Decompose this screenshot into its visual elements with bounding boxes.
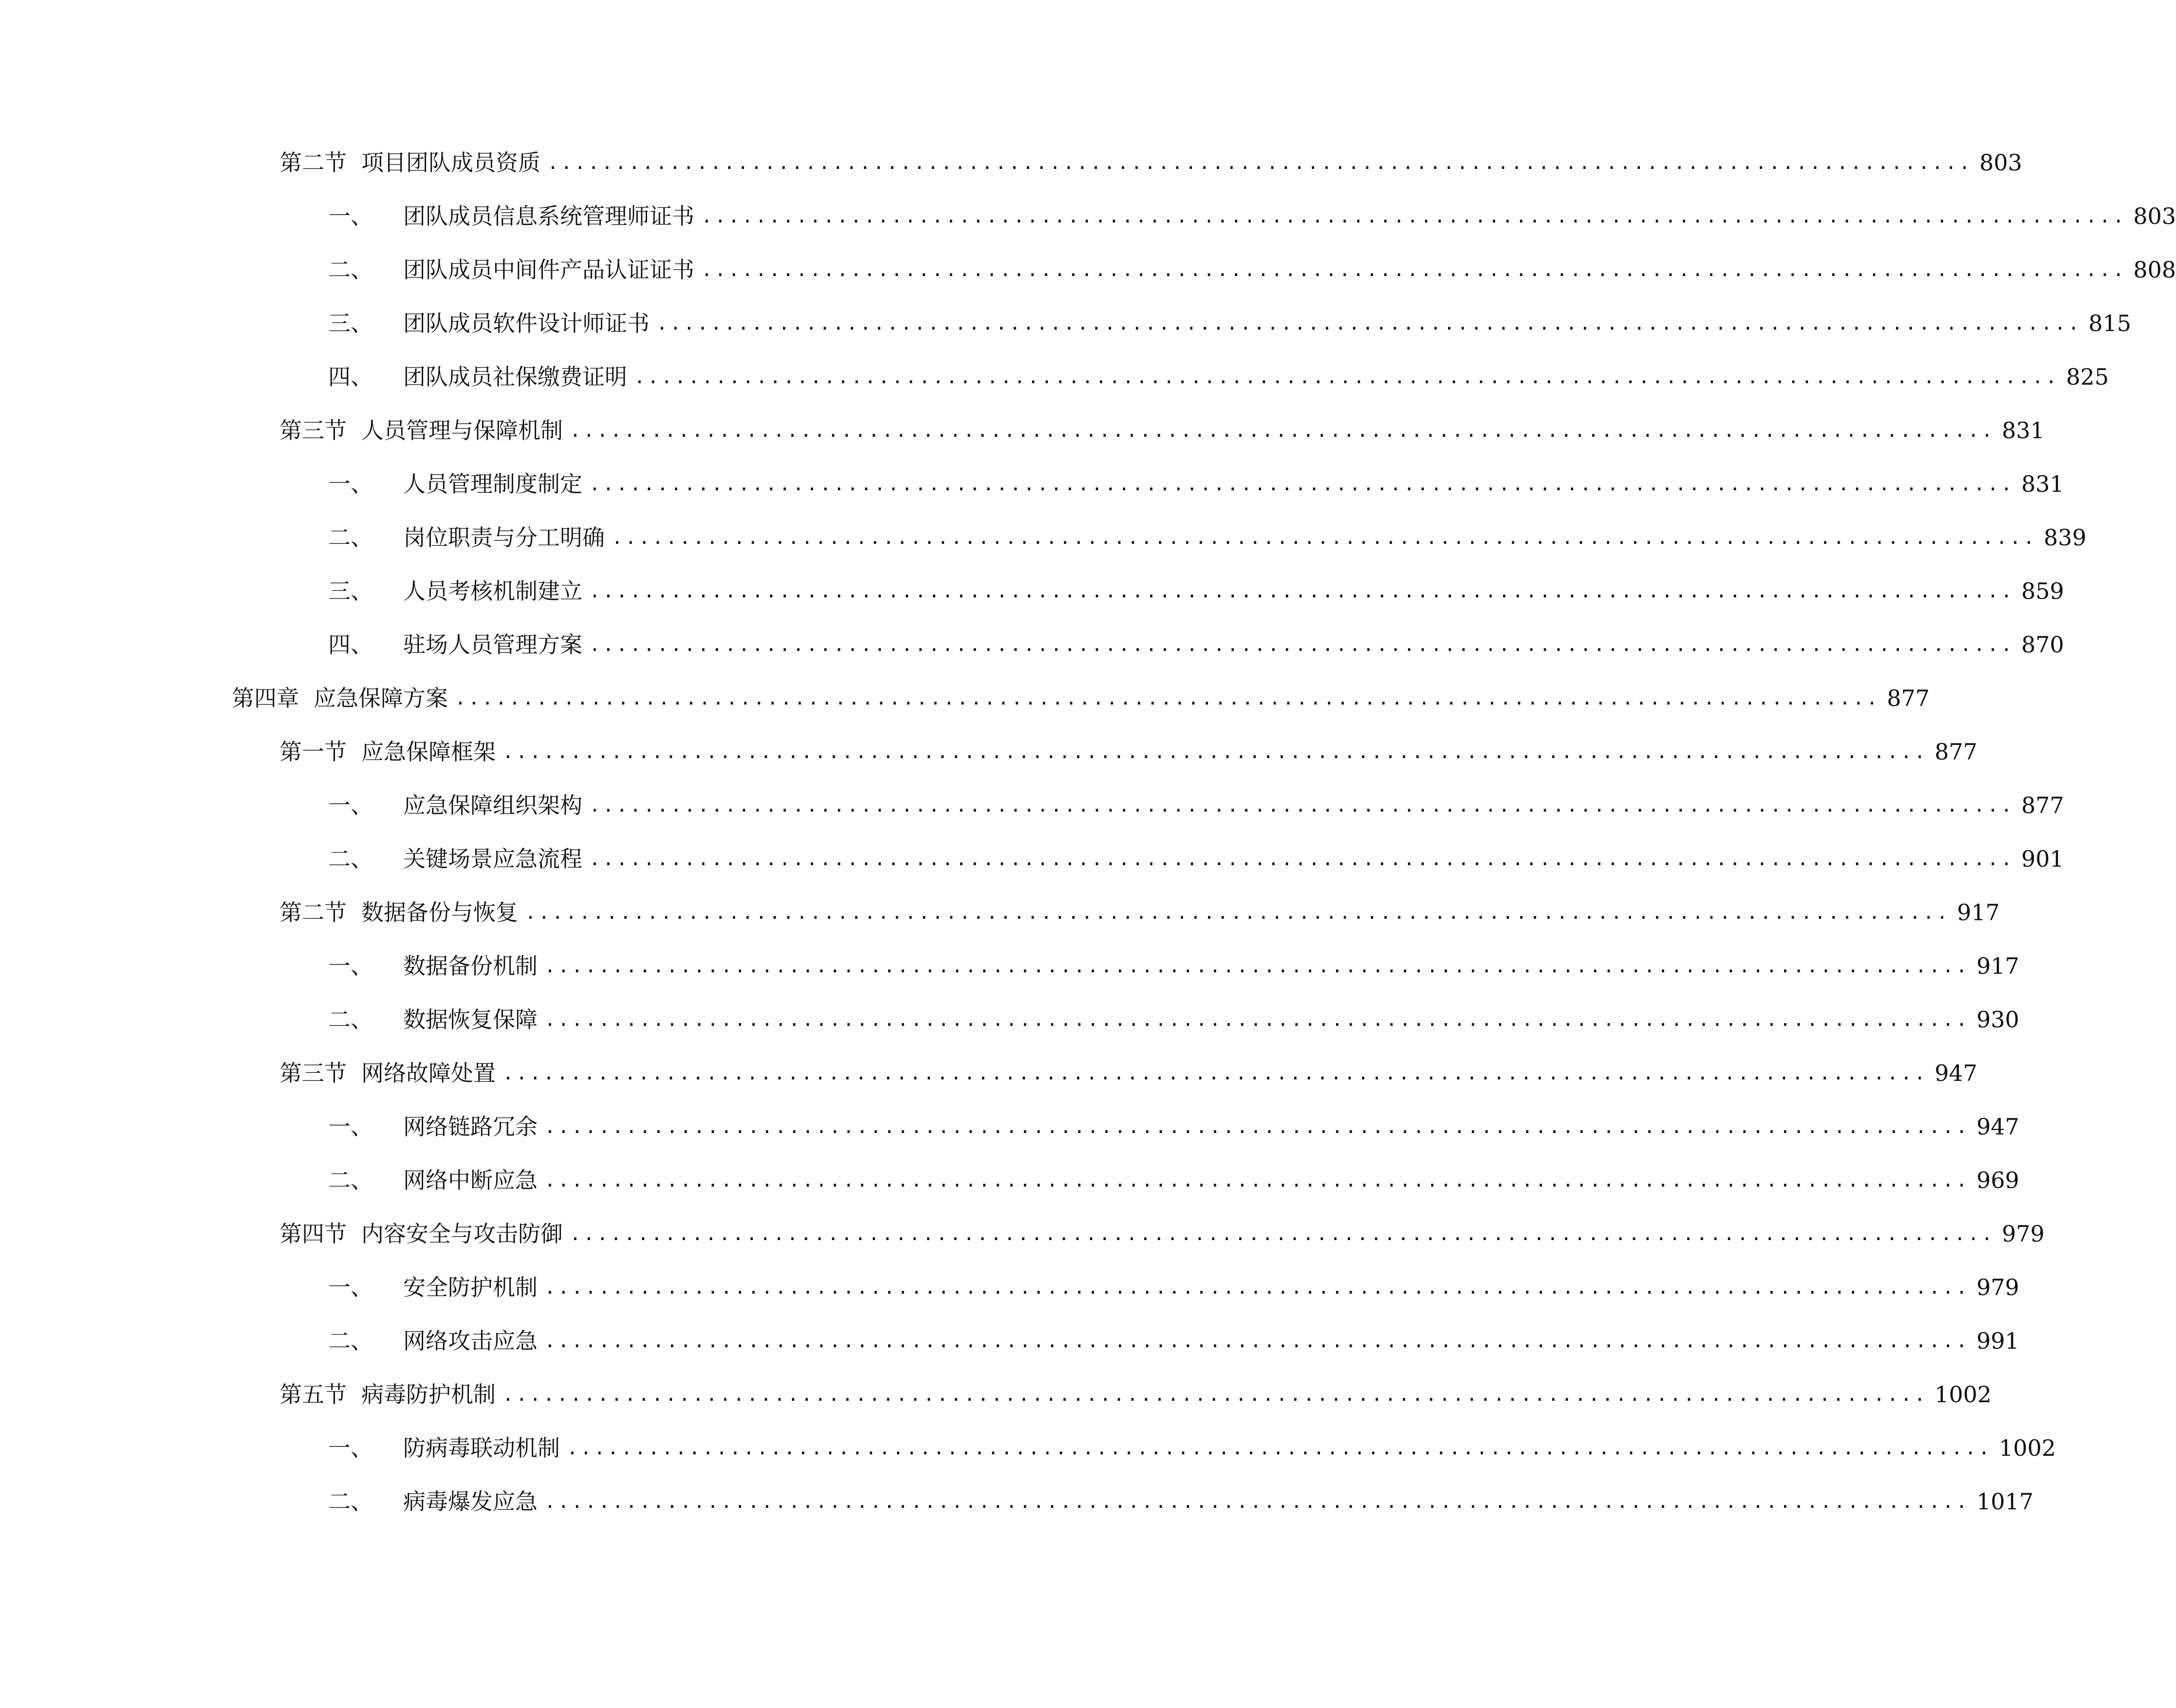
toc-entry[interactable] [279, 143, 2022, 182]
toc-entry-number: 第二节 [279, 149, 347, 176]
toc-entry-number: 二、 [328, 524, 373, 551]
toc-entry-page: 803 [2133, 203, 2176, 229]
toc-dot-leader: ......................................................................................................... [589, 848, 2015, 870]
toc-entry-title: 项目团队成员资质 [361, 149, 540, 176]
toc-dot-leader: ......................................................................................................... [502, 1062, 1928, 1084]
toc-entry-title: 安全防护机制 [403, 1274, 538, 1300]
toc-entry-title: 数据恢复保障 [403, 1006, 538, 1033]
toc-entry-number: 一、 [328, 1274, 373, 1300]
toc-entry[interactable] [279, 1375, 1992, 1414]
toc-dot-leader: ......................................................................................................... [544, 1277, 1970, 1298]
toc-entry-page: 808 [2133, 257, 2176, 283]
toc-dot-leader: ......................................................................................................... [547, 152, 1973, 173]
toc-entry-title: 团队成员信息系统管理师证书 [403, 203, 694, 229]
toc-entry-title: 应急保障方案 [314, 685, 448, 711]
toc-entry-page: 831 [2021, 471, 2064, 497]
toc-entry-page: 1002 [1934, 1381, 1992, 1408]
toc-entry-number: 一、 [328, 203, 373, 229]
toc-entry-title: 数据备份机制 [403, 953, 538, 979]
toc-dot-leader: ......................................................................................................... [525, 902, 1951, 923]
toc-entry[interactable] [279, 411, 2045, 450]
toc-dot-leader: ......................................................................................................... [634, 366, 2060, 388]
toc-entry-page: 917 [1957, 899, 2000, 926]
toc-entry[interactable] [328, 1429, 2056, 1467]
toc-entry-number: 一、 [328, 953, 373, 979]
toc-entry-chapter[interactable] [232, 679, 1930, 718]
toc-dot-leader: ......................................................................................................... [544, 1009, 1970, 1030]
toc-entry-number: 一、 [328, 1435, 373, 1461]
toc-entry[interactable] [328, 304, 2131, 343]
toc-entry-title: 网络中断应急 [403, 1167, 538, 1193]
toc-entry-page: 1002 [1999, 1435, 2056, 1461]
toc-dot-leader: ......................................................................................................... [502, 1384, 1928, 1405]
toc-entry-title: 内容安全与攻击防御 [361, 1221, 563, 1247]
toc-entry[interactable] [328, 357, 2109, 396]
toc-entry-title: 团队成员中间件产品认证证书 [403, 257, 694, 283]
toc-entry[interactable] [328, 1268, 2019, 1307]
toc-entry[interactable] [279, 1054, 1977, 1093]
toc-entry-title: 网络故障处置 [361, 1060, 496, 1086]
toc-entry-title: 应急保障组织架构 [403, 792, 582, 818]
toc-dot-leader: ......................................................................................................... [567, 1437, 1992, 1459]
toc-entry[interactable] [328, 250, 2176, 289]
toc-entry[interactable] [328, 839, 2064, 878]
toc-entry-page: 877 [1887, 685, 1930, 711]
toc-entry-page: 825 [2066, 364, 2109, 390]
toc-entry-number: 一、 [328, 792, 373, 818]
toc-entry-page: 969 [1976, 1167, 2019, 1193]
toc-entry-title: 病毒防护机制 [361, 1381, 496, 1408]
toc-entry-number: 二、 [328, 1006, 373, 1033]
toc-entry-number: 第二节 [279, 899, 347, 926]
toc-entry[interactable] [328, 1107, 2019, 1146]
toc-dot-leader: ......................................................................................................... [612, 527, 2037, 548]
toc-entry[interactable] [328, 1000, 2019, 1039]
toc-entry-title: 网络链路冗余 [403, 1114, 538, 1140]
toc-entry-number: 第三节 [279, 1060, 347, 1086]
toc-entry-page: 831 [2002, 417, 2045, 444]
toc-dot-leader: ......................................................................................................... [701, 205, 2127, 227]
toc-entry-title: 驻场人员管理方案 [403, 631, 582, 658]
toc-dot-leader: ......................................................................................................... [502, 741, 1928, 762]
toc-dot-leader: ......................................................................................................... [544, 1491, 1970, 1512]
toc-dot-leader: ......................................................................................................... [589, 580, 2015, 602]
toc-entry-title: 关键场景应急流程 [403, 846, 582, 872]
toc-entry-page: 991 [1976, 1328, 2019, 1354]
toc-entry-title: 数据备份与恢复 [361, 899, 518, 926]
toc-entry-page: 815 [2088, 310, 2131, 336]
toc-entry[interactable] [328, 786, 2064, 825]
toc-entry-number: 第五节 [279, 1381, 347, 1408]
toc-entry-title: 岗位职责与分工明确 [403, 524, 605, 551]
toc-entry-page: 870 [2021, 631, 2064, 658]
toc-dot-leader: ......................................................................................................... [589, 634, 2015, 655]
toc-entry-number: 二、 [328, 1167, 373, 1193]
toc-dot-leader: ......................................................................................................... [570, 1223, 1995, 1244]
toc-entry-page: 803 [1979, 149, 2022, 176]
toc-entry-number: 第一节 [279, 739, 347, 765]
toc-entry[interactable] [328, 947, 2019, 985]
toc-entry-page: 839 [2044, 524, 2086, 551]
toc-entry-number: 三、 [328, 310, 373, 336]
toc-entry-title: 团队成员社保缴费证明 [403, 364, 627, 390]
toc-entry-number: 第三节 [279, 417, 347, 444]
toc-entry[interactable] [328, 1321, 2019, 1360]
toc-entry-page: 877 [1934, 739, 1977, 765]
toc-entry-number: 二、 [328, 257, 373, 283]
toc-dot-leader: ......................................................................................................... [544, 1330, 1970, 1352]
toc-entry-number: 二、 [328, 846, 373, 872]
toc-entry[interactable] [279, 893, 2000, 932]
toc-entry-title: 人员管理与保障机制 [361, 417, 563, 444]
toc-entry-number: 四、 [328, 364, 373, 390]
toc-entry[interactable] [328, 625, 2064, 664]
toc-entry-page: 859 [2021, 578, 2064, 604]
toc-entry-title: 人员考核机制建立 [403, 578, 582, 604]
toc-entry-title: 应急保障框架 [361, 739, 496, 765]
toc-entry-title: 病毒爆发应急 [403, 1488, 538, 1515]
toc-entry-page: 901 [2021, 846, 2064, 872]
toc-entry[interactable] [328, 197, 2176, 236]
toc-entry-number: 第四章 [232, 685, 299, 711]
toc-dot-leader: ......................................................................................................... [570, 420, 1995, 441]
toc-dot-leader: ......................................................................................................... [544, 1170, 1970, 1191]
toc-entry[interactable] [328, 1482, 2034, 1521]
toc-entry-number: 四、 [328, 631, 373, 658]
toc-entry[interactable] [328, 572, 2064, 611]
toc-entry[interactable] [328, 1161, 2019, 1200]
toc-entry[interactable] [279, 1214, 2045, 1253]
toc-dot-leader: ......................................................................................................... [455, 687, 1880, 709]
toc-entry-number: 一、 [328, 1114, 373, 1140]
toc-entry-title: 团队成员软件设计师证书 [403, 310, 650, 336]
toc-entry-page: 877 [2021, 792, 2064, 818]
toc-entry[interactable] [279, 732, 1977, 771]
toc-entry-title: 网络攻击应急 [403, 1328, 538, 1354]
toc-entry-page: 947 [1934, 1060, 1977, 1086]
toc-entry[interactable] [328, 518, 2086, 557]
toc-entry-number: 二、 [328, 1488, 373, 1515]
toc-entry-number: 三、 [328, 578, 373, 604]
toc-entry[interactable] [328, 464, 2064, 503]
toc-dot-leader: ......................................................................................................... [589, 795, 2015, 816]
toc-dot-leader: ......................................................................................................... [701, 259, 2127, 280]
toc-entry-page: 979 [1976, 1274, 2019, 1300]
toc-entry-number: 第四节 [279, 1221, 347, 1247]
toc-entry-page: 1017 [1976, 1488, 2034, 1515]
toc-entry-title: 防病毒联动机制 [403, 1435, 560, 1461]
toc-entry-number: 二、 [328, 1328, 373, 1354]
toc-entry-page: 917 [1976, 953, 2019, 979]
toc-entry-title: 人员管理制度制定 [403, 471, 582, 497]
toc-dot-leader: ......................................................................................................... [544, 1116, 1970, 1137]
toc-entry-number: 一、 [328, 471, 373, 497]
toc-entry-page: 979 [2002, 1221, 2045, 1247]
toc-dot-leader: ......................................................................................................... [656, 313, 2082, 334]
toc-entry-page: 947 [1976, 1114, 2019, 1140]
toc-dot-leader: ......................................................................................................... [544, 955, 1970, 977]
toc-dot-leader: ......................................................................................................... [589, 473, 2015, 495]
toc-entry-page: 930 [1976, 1006, 2019, 1033]
